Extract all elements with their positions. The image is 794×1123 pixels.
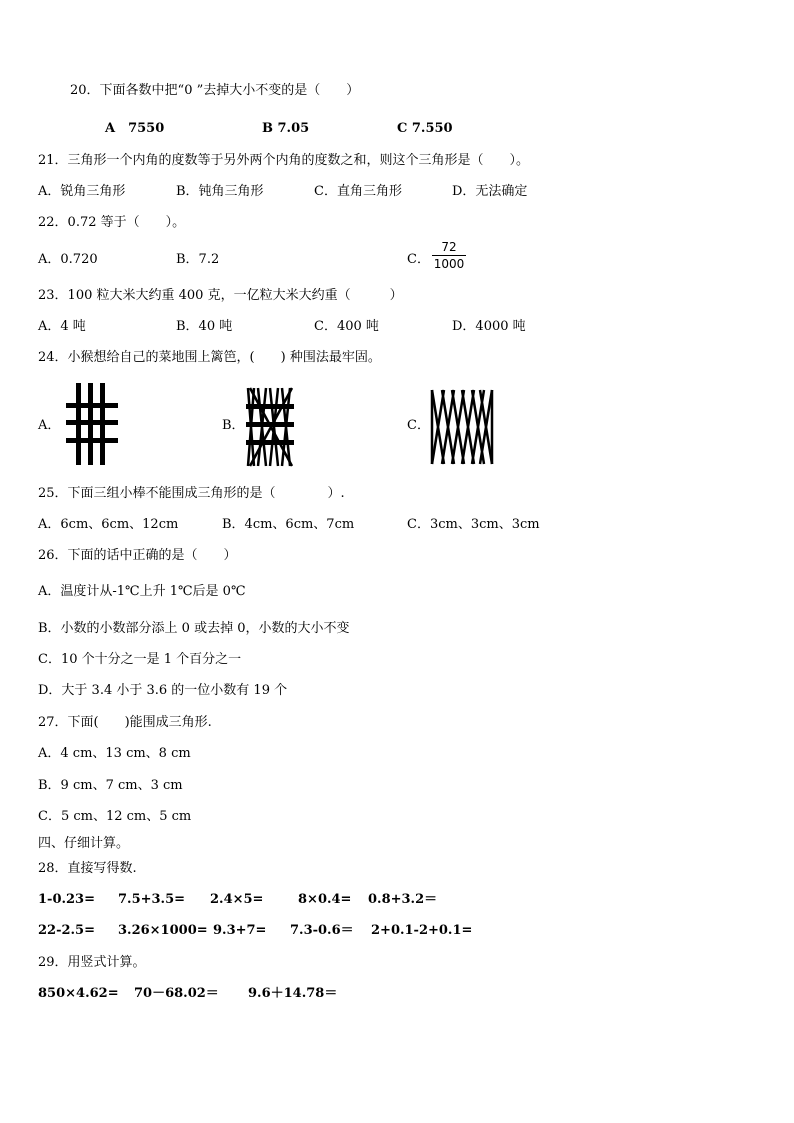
q26-option-d: D．大于 3.4 小于 3.6 的一位小数有 19 个 xyxy=(38,683,288,698)
q22-option-b: B．7.2 xyxy=(176,252,220,267)
q28-row2-item: 9.3+7= xyxy=(213,923,267,938)
q23-option-d: D．4000 吨 xyxy=(452,319,526,334)
q28-row2-item: 7.3-0.6＝ xyxy=(290,923,354,938)
fraction-bar xyxy=(432,255,466,256)
q22-option-a: A．0.720 xyxy=(38,252,98,267)
q28-stem: 28．直接写得数. xyxy=(38,861,137,876)
q23-option-a: A．4 吨 xyxy=(38,319,86,334)
fence-lattice-figure xyxy=(430,388,494,466)
q23-stem: 23．100 粒大米大约重 400 克，一亿粒大米大约重（ ） xyxy=(38,288,403,303)
fence-grid-figure xyxy=(62,383,122,465)
q26-stem: 26．下面的话中正确的是（ ） xyxy=(38,548,237,563)
q24-option-b: B． xyxy=(222,418,245,433)
q29-stem: 29．用竖式计算。 xyxy=(38,955,146,970)
q21-stem: 21．三角形一个内角的度数等于另外两个内角的度数之和，则这个三角形是（ ）。 xyxy=(38,153,530,168)
q20-option-c: C 7.550 xyxy=(397,121,453,136)
fence-grid-diagonal-figure xyxy=(244,386,296,468)
q21-option-d: D．无法确定 xyxy=(452,184,528,199)
q28-row2-item: 22-2.5= xyxy=(38,923,95,938)
q20-stem: 20．下面各数中把“0 ”去掉大小不变的是（ ） xyxy=(70,83,360,98)
q26-option-c: C．10 个十分之一是 1 个百分之一 xyxy=(38,652,242,667)
q25-stem: 25．下面三组小棒不能围成三角形的是（ ）. xyxy=(38,486,345,501)
q29-item: 850×4.62= xyxy=(38,986,119,1001)
q20-option-b: B 7.05 xyxy=(262,121,310,136)
q27-option-c: C．5 cm、12 cm、5 cm xyxy=(38,809,192,824)
q25-option-c: C．3cm、3cm、3cm xyxy=(407,517,540,532)
q28-row1-item: 8×0.4= xyxy=(298,892,352,907)
q26-option-a: A．温度计从-1℃上升 1℃后是 0℃ xyxy=(38,584,246,599)
q22-option-c: C． xyxy=(407,252,430,267)
q24-option-a: A． xyxy=(38,418,61,433)
q23-option-b: B．40 吨 xyxy=(176,319,233,334)
q28-row1-item: 1-0.23= xyxy=(38,892,95,907)
q28-row2-item: 3.26×1000= xyxy=(118,923,208,938)
q26-option-b: B．小数的小数部分添上 0 或去掉 0，小数的大小不变 xyxy=(38,621,350,636)
fraction-denominator: 1000 xyxy=(433,257,465,271)
q27-stem: 27．下面( )能围成三角形. xyxy=(38,715,212,730)
q28-row1-item: 0.8+3.2＝ xyxy=(368,892,438,907)
q25-option-b: B．4cm、6cm、7cm xyxy=(222,517,355,532)
q28-row1-item: 2.4×5= xyxy=(210,892,264,907)
q20-option-a: A 7550 xyxy=(105,121,165,136)
q23-option-c: C．400 吨 xyxy=(314,319,379,334)
q24-stem: 24．小猴想给自己的菜地围上篱笆，( ) 种围法最牢固。 xyxy=(38,350,381,365)
q28-row1-item: 7.5+3.5= xyxy=(118,892,186,907)
q27-option-b: B．9 cm、7 cm、3 cm xyxy=(38,778,183,793)
q24-option-c: C． xyxy=(407,418,430,433)
q29-item: 70－68.02＝ xyxy=(134,986,219,1001)
q29-item: 9.6＋14.78＝ xyxy=(248,986,338,1001)
q27-option-a: A．4 cm、13 cm、8 cm xyxy=(38,746,191,761)
q28-row2-item: 2+0.1-2+0.1= xyxy=(371,923,473,938)
q22-stem: 22．0.72 等于（ ）。 xyxy=(38,215,186,230)
q21-option-a: A．锐角三角形 xyxy=(38,184,126,199)
section-heading: 四、仔细计算。 xyxy=(38,836,130,851)
q22-fraction xyxy=(432,240,466,271)
q21-option-c: C．直角三角形 xyxy=(314,184,402,199)
fraction-numerator: 72 xyxy=(441,240,457,254)
q21-option-b: B．钝角三角形 xyxy=(176,184,264,199)
q25-option-a: A．6cm、6cm、12cm xyxy=(38,517,179,532)
